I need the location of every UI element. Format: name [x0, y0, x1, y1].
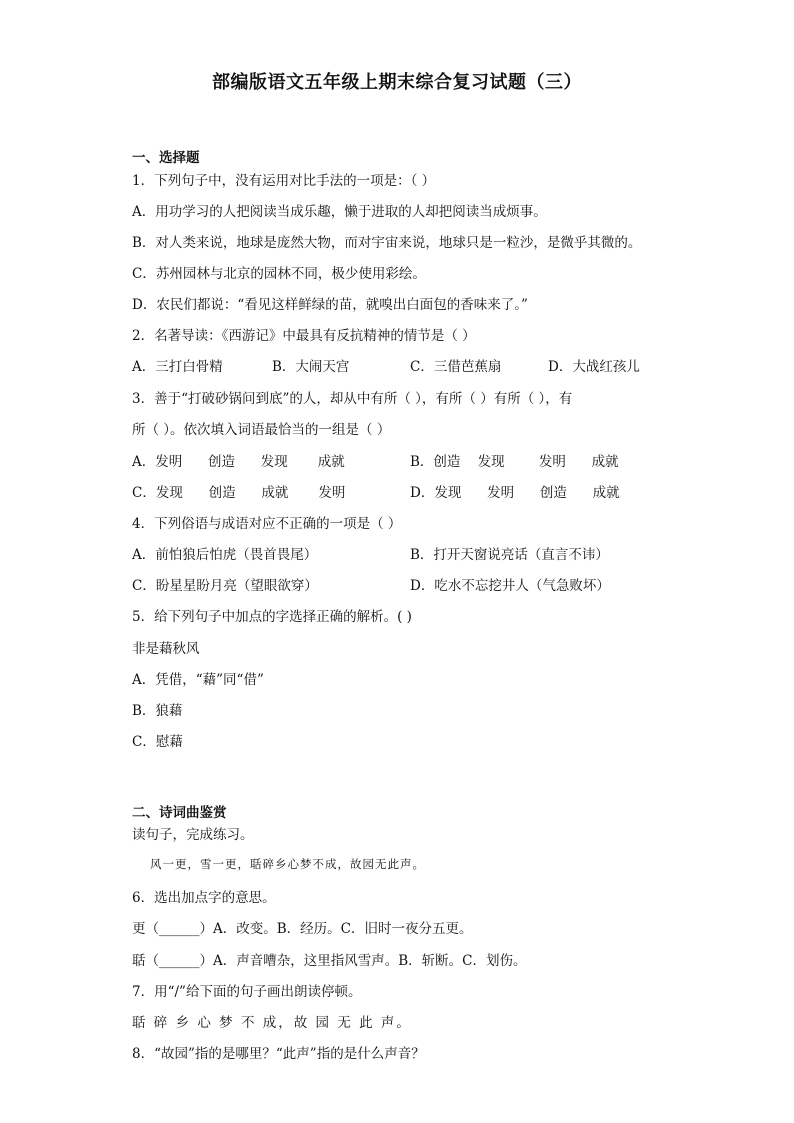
q5-sentence: 非是藉秋风 [132, 641, 200, 657]
q3-option-c: C．发现 创造 成就 发明 [132, 485, 346, 501]
q1-stem: 1．下列句子中，没有运用对比手法的一项是：（ ） [132, 173, 436, 189]
q2-option-b: B．大闹天宫 [272, 359, 350, 375]
q5-option-a: A．凭借，“藉”同“借” [132, 672, 264, 688]
q3-stem-line2: 所（ ）。依次填入词语最恰当的一组是（ ） [132, 422, 391, 438]
q7-stem: 7．用“/”给下面的句子画出朗读停顿。 [132, 984, 362, 1000]
q2-option-d: D．大战红孩儿 [548, 359, 640, 375]
q3-option-b: B．创造 发现 发明 成就 [410, 454, 619, 470]
poem-text: 风一更，雪一更，聒碎乡心梦不成，故园无此声。 [150, 857, 425, 871]
q4-option-d: D．吃水不忘挖井人（气急败坏） [410, 578, 610, 594]
q5-option-c: C．慰藉 [132, 734, 183, 750]
q1-option-c: C．苏州园林与北京的园林不同，极少使用彩绘。 [132, 266, 426, 282]
q5-stem: 5．给下列句子中加点的字选择正确的解析。( ) [132, 609, 412, 625]
q6-stem: 6．选出加点字的意思。 [132, 890, 276, 906]
q5-option-b: B．狼藉 [132, 703, 183, 719]
q2-stem: 2．名著导读：《西游记》中最具有反抗精神的情节是（ ） [132, 328, 476, 344]
q4-option-a: A．前怕狼后怕虎（畏首畏尾） [132, 547, 318, 563]
poetry-intro: 读句子，完成练习。 [132, 827, 254, 843]
q1-option-b: B．对人类来说，地球是庞然大物，而对宇宙来说，地球只是一粒沙，是微乎其微的。 [132, 235, 642, 251]
q4-option-c: C．盼星星盼月亮（望眼欲穿） [132, 578, 318, 594]
exam-title: 部编版语文五年级上期末综合复习试题（三） [212, 72, 582, 93]
q3-option-a: A．发明 创造 发现 成就 [132, 454, 345, 470]
q2-option-a: A．三打白骨精 [132, 359, 223, 375]
q1-option-d: D．农民们都说：“看见这样鲜绿的苗，就嗅出白面包的香味来了。” [132, 297, 528, 313]
q2-option-c: C．三借芭蕉扇 [410, 359, 502, 375]
q3-option-d: D．发现 发明 创造 成就 [410, 485, 620, 501]
q4-stem: 4．下列俗语与成语对应不正确的一项是（ ） [132, 516, 402, 532]
q1-option-a: A．用功学习的人把阅读当成乐趣，懒于进取的人却把阅读当成烦事。 [132, 204, 547, 220]
section-poetry-heading: 二、诗词曲鉴赏 [132, 805, 227, 821]
q6-line1: 更（______）A．改变。B．经历。C．旧时一夜分五更。 [132, 921, 473, 937]
q4-option-b: B．打开天窗说亮话（直言不讳） [410, 547, 609, 563]
section-choice-heading: 一、选择题 [132, 150, 200, 166]
q3-stem-line1: 3．善于“打破砂锅问到底”的人，却从中有所（ ），有所（ ）有所（ ），有 [132, 391, 573, 407]
q6-line2: 聒（______）A．声音嘈杂，这里指风雪声。B．斩断。C．划伤。 [132, 953, 527, 969]
q7-line: 聒 碎 乡 心 梦 不 成，故 园 无 此 声。 [132, 1015, 412, 1031]
q8-stem: 8．“故园”指的是哪里？“此声”指的是什么声音？ [132, 1046, 425, 1062]
